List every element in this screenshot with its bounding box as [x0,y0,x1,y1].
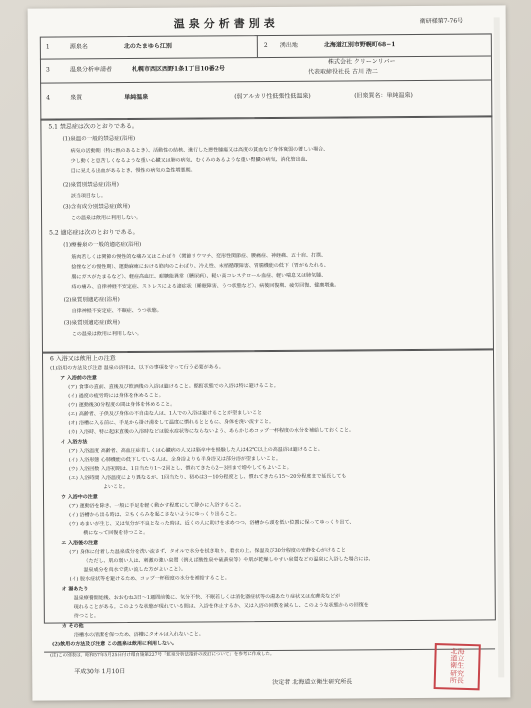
before-bath-item: (エ) 高齢者、子供及び身体の不自由な人は、1人での入浴は避けることが望ましいこと [68,410,263,418]
spring-quality-sub: (弱アルカリ性低張性低温泉) [234,92,311,101]
before-bath-item: (ア) 食事の直前、直後及び飲酒後の入浴は避けること。酩酊状態での入浴は特に避けること。 [68,382,279,391]
yuatari-line: 現れることがある。このような状態が現れている間は、入浴を休止するか、又は入浴の回数を減らし、このような状態からの回復を [73,602,369,611]
general-contraindication-title: (1)泉温の一般的禁忌症(浴用) [62,135,136,143]
quality-contraindication-text: 該当項目なし。 [70,193,106,200]
applicant-company: 株式会社 クリーンリバー [327,58,396,66]
precautions-heading: 6 入浴又は飲用上の注意 [50,355,116,363]
general-contraindication-line: 少し動くと息苦しくなるような重い心臓又は肺の病気、むくみのあるような重い腎臓の病気、消化管出血、 [70,156,311,165]
seal-line: 衛生 [450,661,465,671]
general-indication-line: 腸にガスがたまるなど）、軽症高血圧、耐糖能異常（糖尿病）、軽い高コレステロール血症、軽い喘息又は肺気腫、 [71,272,327,281]
general-indication-line: 捻挫などの慢性期）、運動麻痺における筋肉のこわばり、冷え性、末梢循環障害、胃腸機能の低下（胃がもたれる、 [71,262,329,271]
row-4-label: 泉質 [70,94,83,102]
row-2-no: 2 [263,42,268,50]
general-indication-line: 筋肉若しくは関節の慢性的な痛み又はこわばり（関節リウマチ、変形性関節症、腰痛症、神経痛、五十肩、打撲、 [71,252,326,261]
other-text: 浴槽水の清潔を保つため、浴槽にタオルは入れないこと。 [73,631,204,639]
form-number: 衛研様第7-76号 [419,17,464,25]
row-3-no: 3 [45,66,50,74]
drinking-indication-text: この温泉は飲用に利用しない。 [71,330,142,338]
bathing-method-intro: (1)浴用の方法及び注意 温泉の浴用は、以下の事項を守って行う必要がある。 [50,364,224,372]
quality-indication-text: 自律神経不安定症、不眠症、うつ状態。 [71,307,162,315]
seal-line: 道立 [450,654,465,663]
bath-method-item: (イ) 入浴形態 心肺機能の低下している人は、全身浴よりも半身浴又は部分浴が望ましいこと。 [68,455,281,464]
after-bath-item: （ただし、肌の弱い人は、刺激の強い泉質（例えば酸性泉や硫黄泉等）や肌が乾燥しやすい泉質などの温泉に入浴した場合には、 [83,556,374,565]
row-2-label: 湧出地 [279,41,298,49]
drinking-indication-title: (3)泉質別適応症(飲用) [63,320,120,327]
row-3-label: 温泉分析申請者 [69,66,113,74]
general-contraindication-line: 病気の活動期（特に熱のあるとき）、活動性の結核、進行した悪性腫瘍又は高度の貧血など身体衰弱の著しい場合、 [70,146,329,155]
quality-indication-title: (2)泉質別適応症(浴用) [63,297,120,304]
decision-date: 平成30年 1月10日 [74,668,126,676]
during-bath-item: 横になって回復を待つこと。 [83,529,149,537]
before-bath-item: (カ) 入浴時、特に起床直後の入浴時などは脱水症状等にならないよう、あらかじめコップ一杯程度の水分を補給しておくこと。 [68,427,354,436]
general-contraindication-line: 目に見える出血があるとき、慢性の病気の急性増悪期。 [70,167,196,175]
document-sheet [28,5,511,700]
row-4-no: 4 [46,94,51,102]
component-contraindication-title: (3)含有成分別禁忌症(飲用) [62,203,131,211]
after-bath-item: (ア) 身体に付着した温泉成分を洗い流さず、タオルで水分を拭き取り、着衣の上、保温及び30分程度の安静を心がけること [69,547,346,556]
bath-method-item: (エ) 入浴時間 入浴温度により異なるが、1回当たり、初めは3〜10分程度とし、慣れてきたら15〜20分程度まで延長しても [68,473,347,482]
general-indication-line: 痔の痛み、自律神経不安定症、ストレスによる諸症状（睡眠障害、うつ状態など）、病後回復期、疲労回復、健康増進。 [71,282,340,291]
indications-heading: 5.2 適応症は次のとおりである。 [49,228,139,237]
seal-line: 北海 [450,647,465,656]
quality-contraindication-title: (2)泉質別禁忌症(浴用) [62,182,119,189]
yuatari-title: オ 湯あたり [61,586,89,593]
other-title: カ その他 [61,623,84,630]
applicant-representative: 代表取締役社長 古川 浩二 [308,68,378,76]
bath-method-item: (ア) 入浴温度 高齢者、高血圧症若しくは心臓病の人又は脳卒中を経験した人は42℃以上の高温浴は避けること。 [68,446,323,455]
spring-name: 北のたまゆら江別 [123,42,172,51]
after-bath-item: (イ) 脱水症状等を避けるため、コップ一杯程度の水分を補給すること。 [69,575,230,583]
spring-quality: 単純温泉 [124,93,149,102]
spring-location: 北海道江別市野幌町68−1 [323,41,396,49]
footnote: (注)この別表は、昭和57年5月25日付け環自施第227号「鉱泉分析法指針の改訂について」を参考に作成した。 [50,651,275,659]
bath-method-title: イ 入浴方法 [60,439,88,446]
drinking-method: (2)飲用の方法及び注意 この温泉は飲用に利用しない。 [52,640,178,648]
official-seal [434,643,481,690]
during-bath-title: ウ 入浴中の注意 [60,494,98,501]
before-bath-item: (オ) 浴槽に入る前に、手足から掛け湯をして温度に慣れるとともに、身体を洗い流すこと。 [68,418,275,427]
before-bath-title: ア 入浴前の注意 [60,375,97,382]
bath-method-item: よいこと。 [102,483,128,491]
bath-method-item: (ウ) 入浴回数 入浴初期は、1日当たり1〜2回とし、慣れてきたら2〜3回まで増やしてもよいこと。 [68,464,292,473]
after-bath-item: 温泉成分を真水で洗い流した方がよいこと）。 [83,566,187,574]
yuatari-line: 待つこと。 [73,613,99,620]
document-title: 温泉分析書別表 [173,16,279,31]
during-bath-item: (イ) 浴槽から出る時は、立ちくらみを起こさないようにゆっくり出ること。 [69,511,240,519]
applicant-address: 札幌市西区西野1条1丁目10番2号 [131,65,225,73]
contraindications-heading: 5.1 禁忌症は次のとおりである。 [48,122,138,131]
row-1-label: 源泉名 [69,43,88,51]
during-bath-item: (ウ) めまいが生じ、又は気分が不良となった時は、近くの人に助けを求めつつ、浴槽から頭を低い位置に保ってゆっくり出て、 [69,519,355,528]
col-divider [257,35,258,57]
during-bath-item: (ア) 運動浴を除き、一般に手足を軽く動かす程度にして静かに入浴すること。 [69,502,245,510]
seal-line: 研究 [449,669,465,678]
component-contraindication-text: この温泉は飲用に利用しない。 [71,214,142,222]
row-1-no: 1 [45,43,50,51]
decider: 決定者 北海道立衛生研究所長 [272,678,353,686]
before-bath-item: (イ) 過度の疲労時には身体を休めること。 [68,392,164,400]
yuatari-line: 温泉療養開始後、おおむね3日〜1週間前後に、気分不快、不眠若しくは消化器症状等の湯あたり症状又は皮膚炎などが [73,593,341,602]
spring-quality-old: (旧泉質名：単純温泉) [354,91,413,100]
before-bath-item: (ウ) 運動後30分程度の間は身体を休めること。 [68,401,176,409]
after-bath-title: エ 入浴後の注意 [61,540,99,547]
general-indication-title: (1)療養泉の一般的適応症(浴用) [63,241,142,249]
seal-line: 所長 [449,676,464,685]
